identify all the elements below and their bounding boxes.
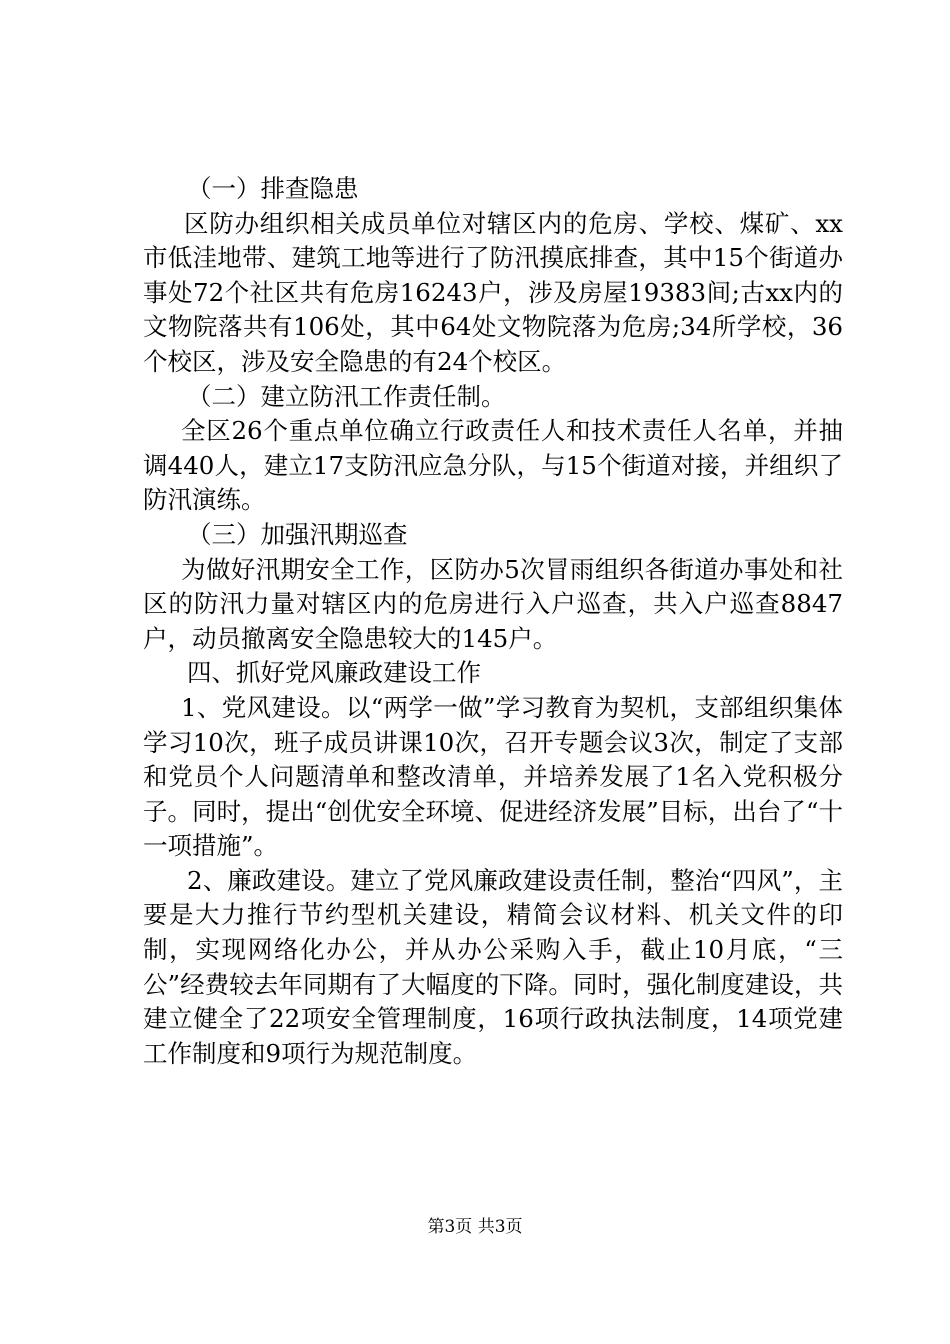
paragraph-integrity-building: 2、廉政建设。建立了党风廉政建设责任制，整治“四风”，主要是大力推行节约型机关建设，精简会议材料、机关文件的印制，实现网络化办公，并从办公采购入手，截止10月底，“三公”经费较去年同期有了大幅度的下降。同时，强化制度建设，共建立健全了22项安全管理制度，16项行政执法制度，14项党建工作制度和9项行为规范制度。 (143, 865, 843, 1068)
section-heading-3: （三）加强汛期巡查 (187, 519, 408, 549)
document-body (143, 172, 843, 1071)
section-heading-1: （一）排查隐患 (187, 174, 359, 203)
paragraph-patrol: 为做好汛期安全工作，区防办5次冒雨组织各街道办事处和社区的防汛力量对辖区内的危房进行入户巡查，共入户巡查8847户，动员撤离安全隐患较大的145户。 (143, 554, 843, 653)
section-heading-4: 四、抓好党风廉政建设工作 (187, 658, 481, 688)
page-number-label: 第3页 共3页 (427, 1217, 523, 1237)
paragraph-hazard-survey: 区防办组织相关成员单位对辖区内的危房、学校、煤矿、xx市低洼地带、建筑工地等进行了防汛摸底排查，其中15个街道办事处72个社区共有危房16243户，涉及房屋19383间;古xx内的文物院落共有106处，其中64处文物院落为危房;34所学校，36个校区，涉及安全隐患的有24个校区。 (143, 208, 843, 376)
page-footer (0, 1216, 950, 1238)
section-heading-2: （二）建立防汛工作责任制。 (187, 381, 506, 411)
paragraph-responsibility: 全区26个重点单位确立行政责任人和技术责任人名单，并抽调440人，建立17支防汛应急分队，与15个街道对接，并组织了防汛演练。 (143, 416, 843, 515)
paragraph-party-building: 1、党风建设。以“两学一做”学习教育为契机，支部组织集体学习10次，班子成员讲课10次，召开专题会议3次，制定了支部和党员个人问题清单和整改清单，并培养发展了1名入党积极分子。同时，提出“创优安全环境、促进经济发展”目标，出台了“十一项措施”。 (143, 692, 843, 861)
